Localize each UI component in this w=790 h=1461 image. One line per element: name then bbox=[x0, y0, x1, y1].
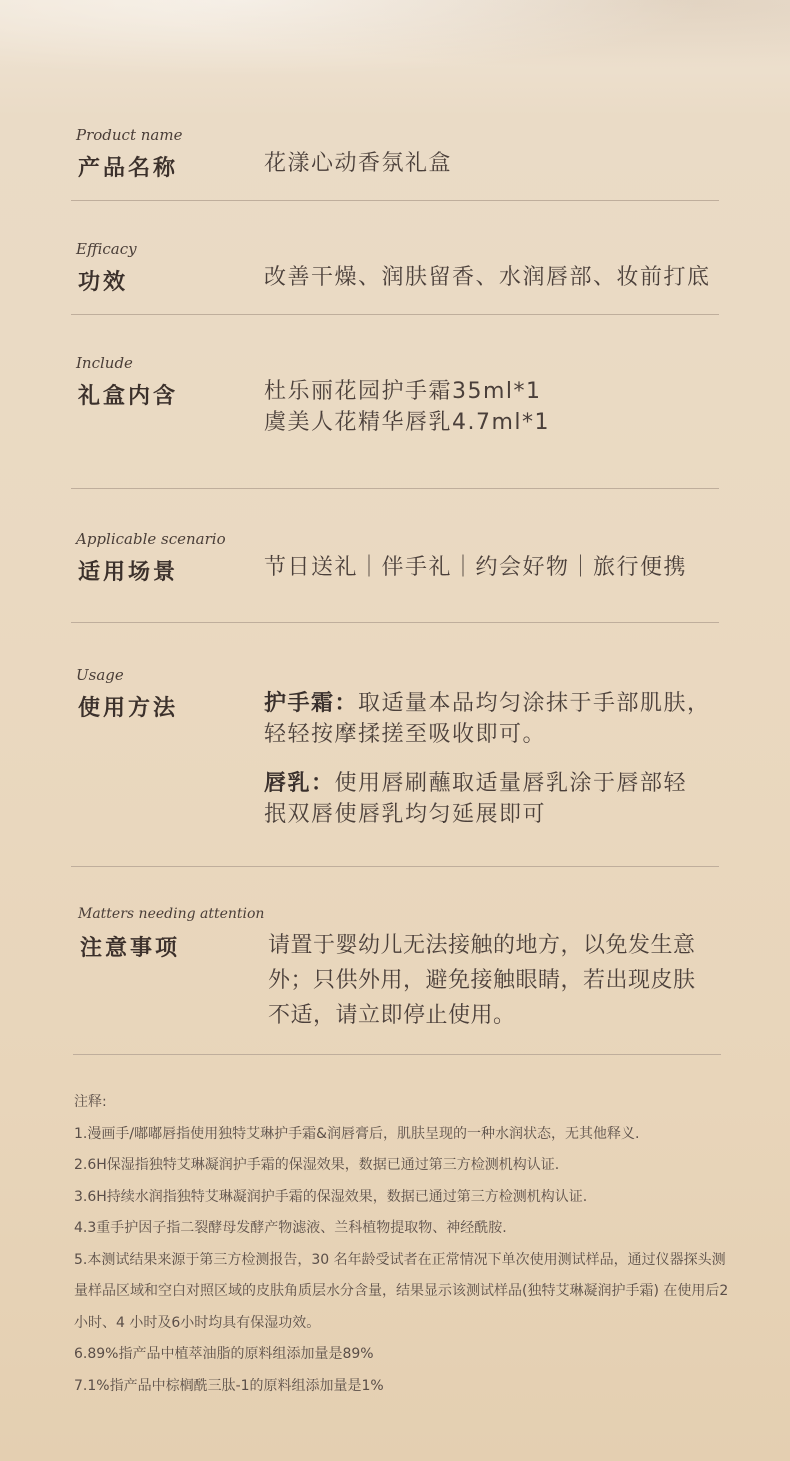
note-item: 1.漫画手/嘟嘟唇指使用独特艾琳护手霜&润唇膏后，肌肤呈现的一种水润状态，无其他释义. bbox=[74, 1125, 640, 1142]
spec-label-zh: 礼盒内含 bbox=[78, 384, 179, 409]
row-divider bbox=[71, 866, 719, 867]
spec-row-product-name bbox=[76, 124, 722, 184]
spec-value: 节日送礼｜伴手礼｜约会好物｜旅行便携 bbox=[264, 555, 688, 580]
spec-label-en: Usage bbox=[76, 666, 124, 684]
spec-value: 请置于婴幼儿无法接触的地方，以免发生意外；只供外用，避免接触眼睛，若出现皮肤不适，请立即停止使用。 bbox=[268, 933, 696, 1028]
spec-label-en: Matters needing attention bbox=[78, 906, 265, 922]
spec-row-attention bbox=[76, 904, 722, 1034]
usage-label-lip-milk: 唇乳： bbox=[264, 771, 335, 796]
spec-value: 改善干燥、润肤留香、水润唇部、妆前打底 bbox=[264, 265, 711, 290]
row-divider bbox=[73, 1054, 721, 1055]
usage-text-hand-cream: 取适量本品均匀涂抹于手部肌肤，轻轻按摩揉搓至吸收即可。 bbox=[264, 691, 711, 747]
usage-lip-milk bbox=[264, 768, 710, 830]
spec-value-line-2: 虞美人花精华唇乳4.7ml*1 bbox=[264, 410, 551, 435]
spec-label-en: Include bbox=[76, 354, 133, 372]
note-item: 6.89%指产品中植萃油脂的原料组添加量是89% bbox=[74, 1346, 374, 1362]
usage-hand-cream bbox=[264, 688, 722, 750]
spec-row-include bbox=[76, 352, 722, 442]
note-item: 7.1%指产品中棕榈酰三肽-1的原料组添加量是1% bbox=[74, 1377, 384, 1394]
row-divider bbox=[71, 200, 719, 201]
row-divider bbox=[71, 622, 719, 623]
spec-label-zh: 注意事项 bbox=[80, 936, 181, 961]
spec-row-efficacy bbox=[76, 238, 722, 298]
spec-label-en: Product name bbox=[76, 126, 183, 144]
spec-value-line-1: 杜乐丽花园护手霜35ml*1 bbox=[264, 379, 542, 404]
spec-label-zh: 功效 bbox=[78, 270, 129, 295]
top-background-shade bbox=[0, 0, 790, 90]
spec-value: 花漾心动香氛礼盒 bbox=[264, 151, 453, 176]
note-item: 3.6H持续水润指独特艾琳凝润护手霜的保湿效果，数据已通过第三方检测机构认证. bbox=[74, 1188, 588, 1205]
note-item: 5.本测试结果来源于第三方检测报告，30 名年龄受试者在正常情况下单次使用测试样品，通过仪器探头测量样品区域和空白对照区域的皮肤角质层水分含量，结果显示该测试样品(独特艾琳凝润护手霜) 在使用后2小时、4 小时及6小时均具有保湿功效。 bbox=[74, 1251, 729, 1331]
notes-title: 注释: bbox=[74, 1094, 107, 1110]
note-item: 4.3重手护因子指二裂酵母发酵产物滤液、兰科植物提取物、神经酰胺. bbox=[74, 1220, 507, 1236]
spec-label-zh: 使用方法 bbox=[78, 696, 179, 721]
row-divider bbox=[71, 314, 719, 315]
spec-label-zh: 产品名称 bbox=[78, 156, 179, 181]
notes-section bbox=[74, 1087, 734, 1402]
spec-row-scenario bbox=[76, 528, 722, 588]
usage-label-hand-cream: 护手霜： bbox=[264, 691, 359, 716]
spec-label-en: Applicable scenario bbox=[76, 530, 226, 548]
spec-label-zh: 适用场景 bbox=[78, 560, 179, 585]
usage-text-lip-milk: 使用唇刷蘸取适量唇乳涂于唇部轻抿双唇使唇乳均匀延展即可 bbox=[264, 771, 688, 827]
spec-label-en: Efficacy bbox=[76, 240, 137, 258]
note-item: 2.6H保湿指独特艾琳凝润护手霜的保湿效果，数据已通过第三方检测机构认证. bbox=[74, 1157, 560, 1173]
spec-row-usage bbox=[76, 664, 722, 844]
row-divider bbox=[71, 488, 719, 489]
